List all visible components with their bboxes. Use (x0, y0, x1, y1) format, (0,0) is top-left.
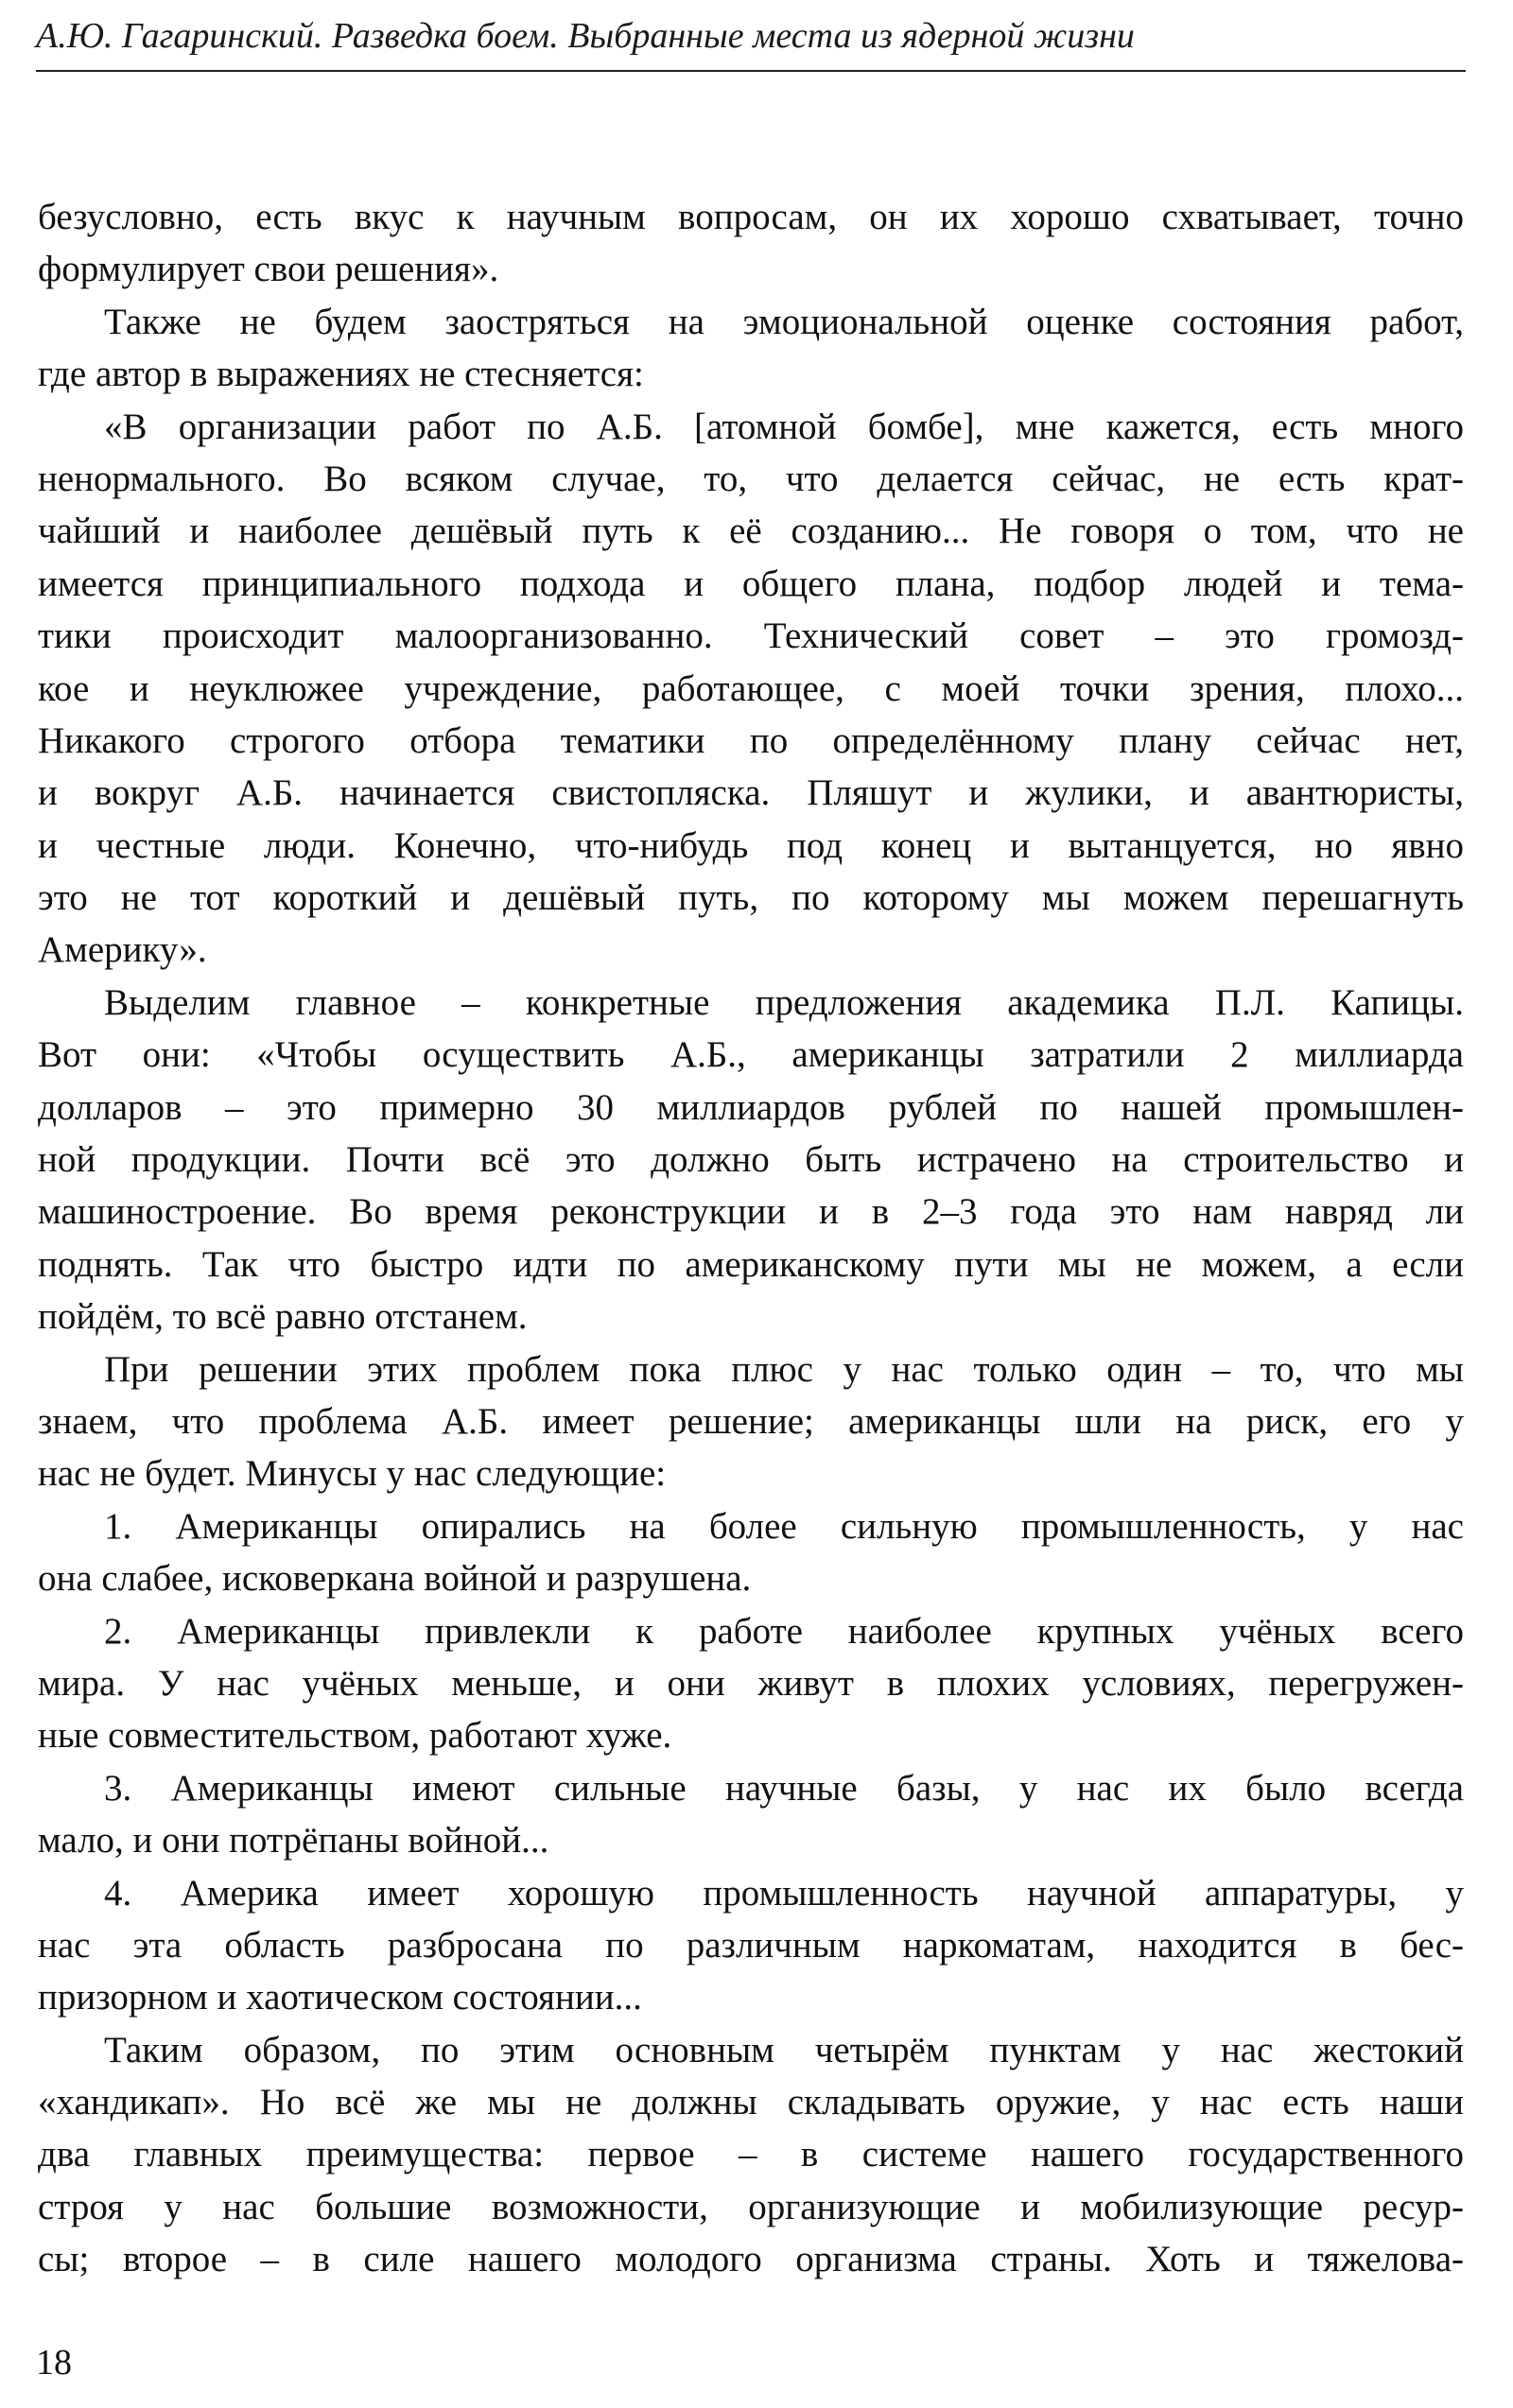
text-line: Америку». (38, 929, 207, 971)
text-line: имеется принципиального подхода и общего плана, подбор людей и тема- (38, 563, 1464, 604)
text-line: строя у нас большие возможности, организующие и мобилизующие ресур- (38, 2186, 1464, 2227)
text-line: Также не будем заостряться на эмоциональной оценке состояния работ, (104, 301, 1464, 342)
text-line: 4. Америка имеет хорошую промышленность научной аппаратуры, у (104, 1872, 1464, 1914)
text-line: и честные люди. Конечно, что-нибудь под конец и вытанцуется, но явно (38, 824, 1464, 866)
text-line: безусловно, есть вкус к научным вопросам, он их хорошо схватывает, точно (38, 197, 1464, 237)
text-line: При решении этих проблем пока плюс у нас только один – то, что мы (104, 1348, 1464, 1390)
text-line: долларов – это примерно 30 миллиардов рублей по нашей промышлен- (38, 1086, 1464, 1128)
text-line: кое и неуклюжее учреждение, работающее, с моей точки зрения, плохо... (38, 667, 1464, 709)
text-line: формулирует свои решения». (38, 249, 499, 290)
text-line: Никакого строгого отбора тематики по определённому плану сейчас нет, (38, 719, 1464, 761)
text-line: где автор в выражениях не стесняется: (38, 354, 644, 395)
text-line: мало, и они потрёпаны войной... (38, 1820, 549, 1862)
text-line: 2. Американцы привлекли к работе наиболее крупных учёных всего (104, 1610, 1464, 1652)
page-number: 18 (36, 2343, 72, 2382)
text-line: это не тот короткий и дешёвый путь, по которому мы можем перешагнуть (38, 877, 1464, 919)
text-line: мира. У нас учёных меньше, и они живут в плохих условиях, перегружен- (38, 1662, 1464, 1704)
text-line: Таким образом, по этим основным четырём пунктам у нас жестокий (104, 2029, 1464, 2070)
text-line: Выделим главное – конкретные предложения академика П.Л. Капицы. (104, 981, 1464, 1023)
header-rule (36, 70, 1466, 72)
text-line: 3. Американцы имеют сильные научные базы, у нас их было всегда (104, 1767, 1464, 1809)
text-line: знаем, что проблема А.Б. имеет решение; американцы шли на риск, его у (38, 1400, 1464, 1442)
text-line: призорном и хаотическом состоянии... (38, 1977, 642, 2018)
running-header: А.Ю. Гагаринский. Разведка боем. Выбранные места из ядерной жизни (36, 16, 1135, 56)
text-line: Вот они: «Чтобы осуществить А.Б., американцы затратили 2 миллиарда (38, 1034, 1464, 1076)
text-line: ной продукции. Почти всё это должно быть истрачено на строительство и (38, 1139, 1464, 1181)
text-line: 1. Американцы опирались на более сильную промышленность, у нас (104, 1505, 1464, 1547)
text-line: «хандикап». Но всё же мы не должны складывать оружие, у нас есть наши (38, 2082, 1464, 2123)
text-line: сы; второе – в силе нашего молодого организма страны. Хоть и тяжелова- (38, 2239, 1464, 2280)
text-line: ные совместительством, работают хуже. (38, 1715, 672, 1757)
text-line: чайший и наиболее дешёвый путь к её созданию... Не говоря о том, что не (38, 511, 1464, 552)
text-line: нас не будет. Минусы у нас следующие: (38, 1453, 667, 1495)
text-line: поднять. Так что быстро идти по американскому пути мы не можем, а если (38, 1243, 1464, 1285)
text-line: два главных преимущества: первое – в системе нашего государственного (38, 2134, 1464, 2175)
text-line: нас эта область разбросана по различным наркоматам, находится в бес- (38, 1924, 1464, 1966)
text-line: пойдём, то всё равно отстанем. (38, 1296, 528, 1338)
text-line: ненормального. Во всяком случае, то, что делается сейчас, не есть крат- (38, 458, 1464, 499)
text-line: и вокруг А.Б. начинается свистопляска. Пляшут и жулики, и авантюристы, (38, 772, 1464, 814)
text-line: машиностроение. Во время реконструкции и в 2–3 года это нам навряд ли (38, 1191, 1464, 1233)
text-line: «В организации работ по А.Б. [атомной бомбе], мне кажется, есть много (104, 406, 1464, 447)
text-line: тики происходит малоорганизованно. Технический совет – это громозд- (38, 615, 1464, 657)
body-text (38, 191, 1464, 2286)
text-line: она слабее, исковеркана войной и разрушена. (38, 1558, 752, 1600)
